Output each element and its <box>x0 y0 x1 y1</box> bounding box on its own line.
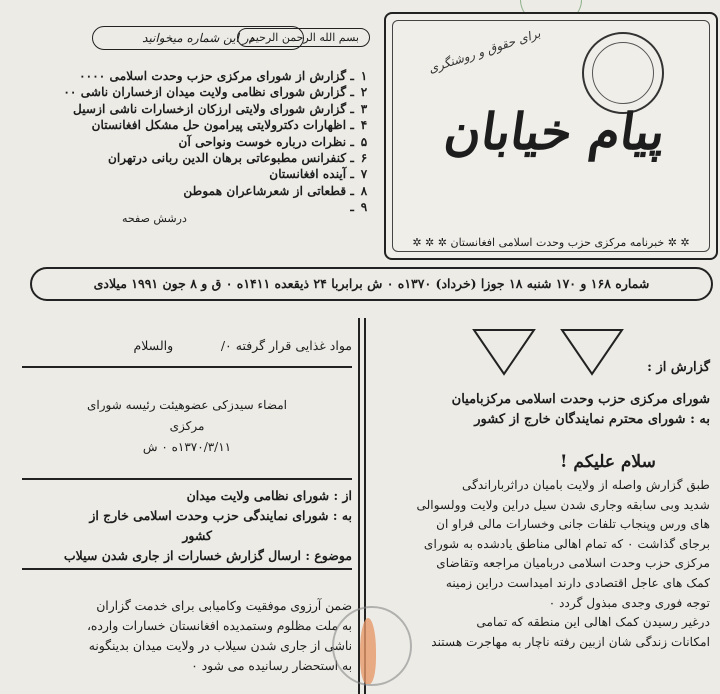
body-line: امکانات زندگی شان ازبین رفته ناچار به مهاجرت هستند <box>431 634 710 649</box>
top-line-text: مواد غذایی قرار گرفته ۰/ <box>220 338 352 353</box>
body-line: های ورس وپنجاب تلفات جانی وخسارات مالی فراو ان <box>436 517 710 532</box>
bismillah-label: بسم الله الرحمن الرحیم <box>237 28 370 47</box>
masthead-slogan: برای حقوق و روشنگری <box>426 26 543 76</box>
memo-to-cont: کشور <box>182 528 212 543</box>
list-item: ۷ـ آینده افغانستان <box>269 167 368 182</box>
report-line: شورای مرکزی حزب وحدت اسلامی مرکزبامیان <box>451 392 710 407</box>
contents-list <box>36 68 374 216</box>
masthead <box>384 12 718 260</box>
left-column-body <box>22 596 352 676</box>
list-item: ۲ـ گزارش شورای نظامی ولایت میدان ازخساران ناشی ۰۰ <box>63 85 368 100</box>
signature-block <box>22 395 352 458</box>
memo-to: به : شورای نمایندگی حزب وحدت اسلامی خارج از <box>89 508 352 523</box>
top-salam: والسلام <box>133 338 174 353</box>
issue-date-bar: شماره ۱۶۸ و ۱۷۰ شنبه ۱۸ جوزا (خرداد) ۱۳۷۰ه ۰ ش برابربا ۲۴ ذیقعده ۱۴۱۱ه ۰ ق و ۸ جون ۱۹۹۱ میلادی <box>30 267 713 301</box>
memo-subject: موضوع : ارسال گزارش خسارات از جاری شدن سیلاب <box>63 548 352 563</box>
contents-box <box>22 10 378 225</box>
list-item: ۵ـ نظرات درباره خوست ونواحی آن <box>178 134 368 149</box>
body-line: مرکزی حزب وحدت اسلامی دربامیان مراجعه وتقاضای <box>436 556 710 571</box>
greeting: سلام علیکم ! <box>560 452 656 472</box>
list-item: ۱ـ گزارش از شورای مرکزی حزب وحدت اسلامی ۰۰۰۰ <box>79 69 368 83</box>
signature-date: ۱۳۷۰/۳/۱۱ه ۰ ش <box>142 440 232 454</box>
list-item: ۸ـ قطعاتی از شعرشاعران هموطن <box>183 183 368 198</box>
body-line: درغیر رسیدن کمک اهالی این منطقه که تمامی <box>476 615 710 630</box>
list-item: ۶ـ کنفرانس مطبوعاتی برهان الدین ربانی درتهران <box>107 151 368 166</box>
left-column-rule <box>22 568 352 570</box>
contents-heading: در این شماره میخوانید <box>92 26 304 50</box>
list-item: ۴ـ اظهارات دکترولایتی پیرامون حل مشکل افغانستان <box>91 118 368 133</box>
memo-from: از : شورای نظامی ولایت میدان <box>186 488 352 503</box>
flame-icon <box>360 618 376 684</box>
signature-line: مرکزی <box>169 419 205 433</box>
newspaper-name: پیام خیابان <box>440 102 669 161</box>
body-line: توجه فوری وجدی مبذول گردد ۰ <box>548 595 710 610</box>
right-column-body <box>372 476 710 652</box>
body-line: به استحضار رسانیده می شود ۰ <box>191 659 352 673</box>
body-line: شدید وبی سابقه وجاری شدن سیل دراین ولایت وولسوالی <box>416 497 710 512</box>
list-item: ۹ـ <box>350 200 368 215</box>
star-icon: ✲ ✲ <box>667 236 690 249</box>
left-column-top-line <box>22 338 352 353</box>
masthead-subtitle <box>396 236 706 249</box>
star-icon: ✲ ✲ ✲ <box>412 236 447 249</box>
list-item: ۳ـ گزارش شورای ولایتی ارزکان ازخسارات ناشی ازسیل <box>73 101 368 116</box>
masthead-subtitle-text: خبرنامه مرکزی حزب وحدت اسلامی افغانستان <box>450 236 665 249</box>
memo-header <box>22 486 352 566</box>
body-line: کمک های عاجل اقتصادی دارند امیداست دراین زمینه <box>445 575 710 590</box>
report-from-label: گزارش از : <box>647 360 710 375</box>
report-line: به : شورای محترم نمایندگان خارج از کشور <box>474 412 710 427</box>
body-line: به ملت مظلوم وستمدیده افغانستان خسارات وارده، <box>86 619 352 633</box>
contents-note: درشش صفحه <box>122 212 187 225</box>
body-line: ناشی از جاری شدن سیلاب در ولایت میدان بدینگونه <box>88 639 352 653</box>
report-heading <box>372 358 710 430</box>
signature-line: امضاء سیدزکی عضوهیئت رئیسه شورای <box>87 398 287 412</box>
body-line: ضمن آرزوی موفقیت وکامیابی برای خدمت گزاران <box>96 599 352 613</box>
body-line: طبق گزارش واصله از ولایت بامیان دراثرباراندگی <box>461 478 710 492</box>
left-column-rule <box>22 478 352 480</box>
left-column-rule <box>22 366 352 368</box>
body-line: برجای گذاشت ۰ که تمام اهالی مناطق یادشده به شورای <box>423 536 710 551</box>
